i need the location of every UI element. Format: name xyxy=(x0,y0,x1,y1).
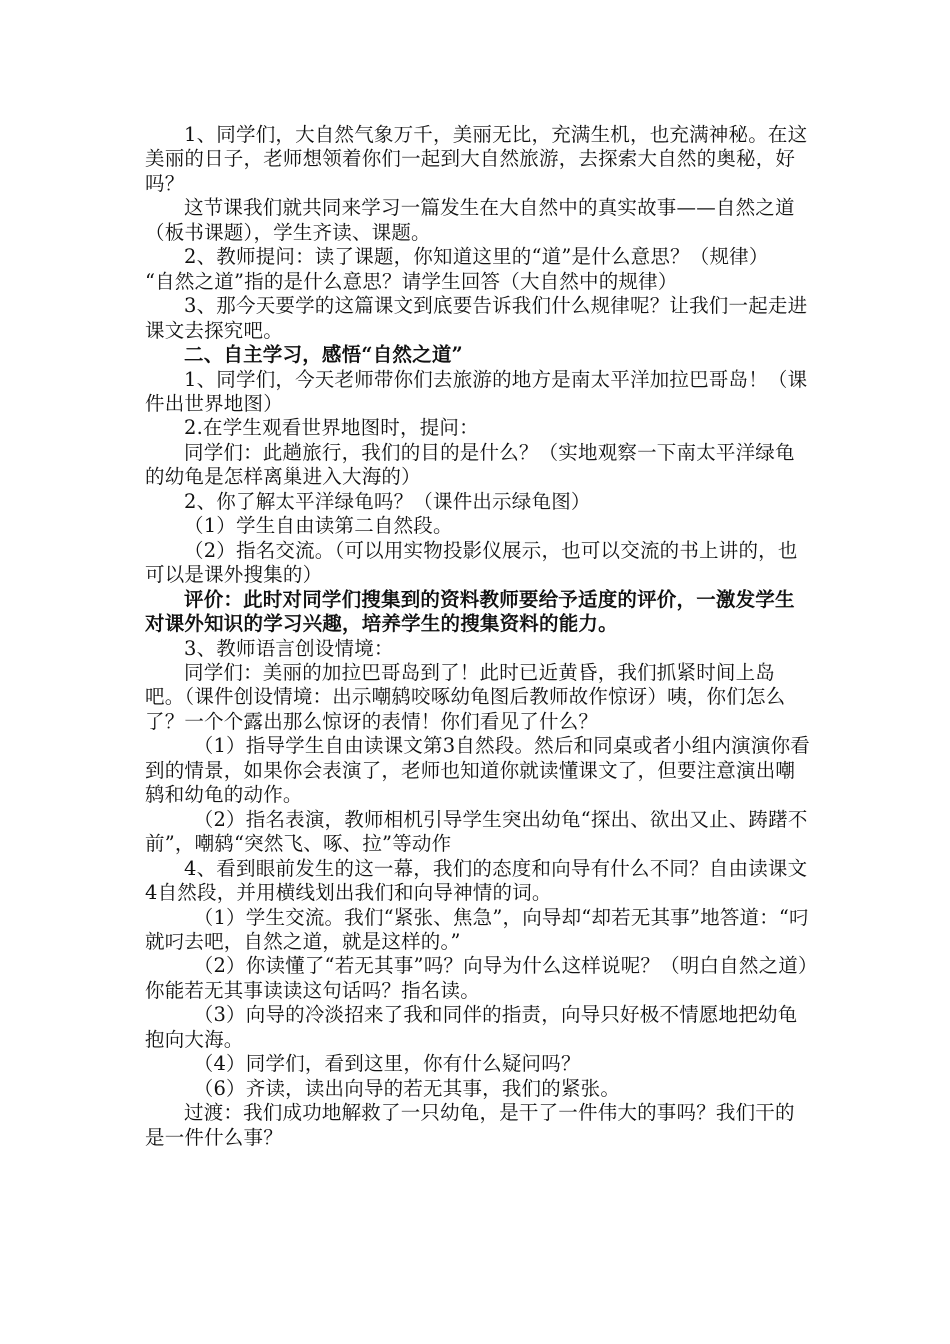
sub-paragraph: （1）指导学生自由读课文第3自然段。然后和同桌或者小组内演演你看到的情景，如果你会表演了，老师也知道你就读懂课文了，但要注意演出嘲鸫和幼龟的动作。 xyxy=(145,734,810,807)
sub-paragraph: （4）同学们，看到这里，你有什么疑问吗？ xyxy=(193,1052,581,1076)
section-heading: 二、自主学习，感悟“自然之道” xyxy=(184,343,463,367)
document-body xyxy=(145,123,818,1150)
paragraph: 4、看到眼前发生的这一幕，我们的态度和向导有什么不同？自由读课文4自然段，并用横线划出我们和向导神情的词。 xyxy=(145,856,808,905)
sub-paragraph: （6）齐读，读出向导的若无其事，我们的紧张。 xyxy=(193,1076,621,1100)
paragraph: 3、那今天要学的这篇课文到底要告诉我们什么规律呢？让我们一起走进课文去探究吧。 xyxy=(145,294,808,342)
sub-paragraph: （2）指名表演，教师相机引导学生突出幼龟“探出、欲出又止、踌躇不前”，嘲鸫“突然飞、啄、拉”等动作 xyxy=(145,807,808,856)
paragraph: 同学们：此趟旅行，我们的目的是什么？（实地观察一下南太平洋绿龟的幼龟是怎样离巢进入大海的） xyxy=(145,440,795,489)
paragraph: 这节课我们就共同来学习一篇发生在大自然中的真实故事——自然之道（板书课题），学生齐读、课题。 xyxy=(145,196,795,244)
sub-paragraph: （1）学生交流。我们“紧张、焦急”，向导却“却若无其事”地答道：“叼就叼去吧，自然之道，就是这样的。” xyxy=(145,905,809,953)
paragraph: 3、教师语言创设情境： xyxy=(184,636,394,660)
paragraph: 1、同学们，大自然气象万千，美丽无比，充满生机，也充满神秘。在这美丽的日子，老师想领着你们一起到大自然旅游，去探索大自然的奥秘，好吗？ xyxy=(145,123,808,195)
paragraph: 2.在学生观看世界地图时，提问： xyxy=(184,416,479,440)
paragraph: 2、教师提问：读了课题，你知道这里的“道”是什么意思？（规律） “自然之道”指的是什么意思？请学生回答（大自然中的规律） xyxy=(145,245,818,293)
paragraph: 1、同学们，今天老师带你们去旅游的地方是南太平洋加拉巴哥岛！（课件出世界地图） xyxy=(145,367,808,415)
sub-paragraph: （2）你读懂了“若无其事”吗？向导为什么这样说呢？（明白自然之道）你能若无其事读读这句话吗？指名读。 xyxy=(145,954,808,1002)
sub-paragraph: （3）向导的冷淡招来了我和同伴的指责，向导只好极不情愿地把幼龟抱向大海。 xyxy=(145,1003,798,1051)
paragraph: 同学们：美丽的加拉巴哥岛到了！此时已近黄昏，我们抓紧时间上岛吧。（课件创设情境：出示嘲鸫咬啄幼龟图后教师故作惊讶）咦，你们怎么了？一个个露出那么惊讶的表情！你们看见了什么？ xyxy=(145,660,786,733)
paragraph: 2、你了解太平洋绿龟吗？（课件出示绿龟图） xyxy=(184,489,591,513)
paragraph: （2）指名交流。（可以用实物投影仪展示，也可以交流的书上讲的，也可以是课外搜集的） xyxy=(145,538,798,587)
paragraph: 过渡：我们成功地解救了一只幼龟，是干了一件伟大的事吗？我们干的是一件什么事？ xyxy=(145,1101,795,1149)
evaluation-note: 评价：此时对同学们搜集到的资料教师要给予适度的评价，一激发学生对课外知识的学习兴趣，培养学生的搜集资料的能力。 xyxy=(145,587,795,636)
paragraph: （1）学生自由读第二自然段。 xyxy=(184,514,453,538)
